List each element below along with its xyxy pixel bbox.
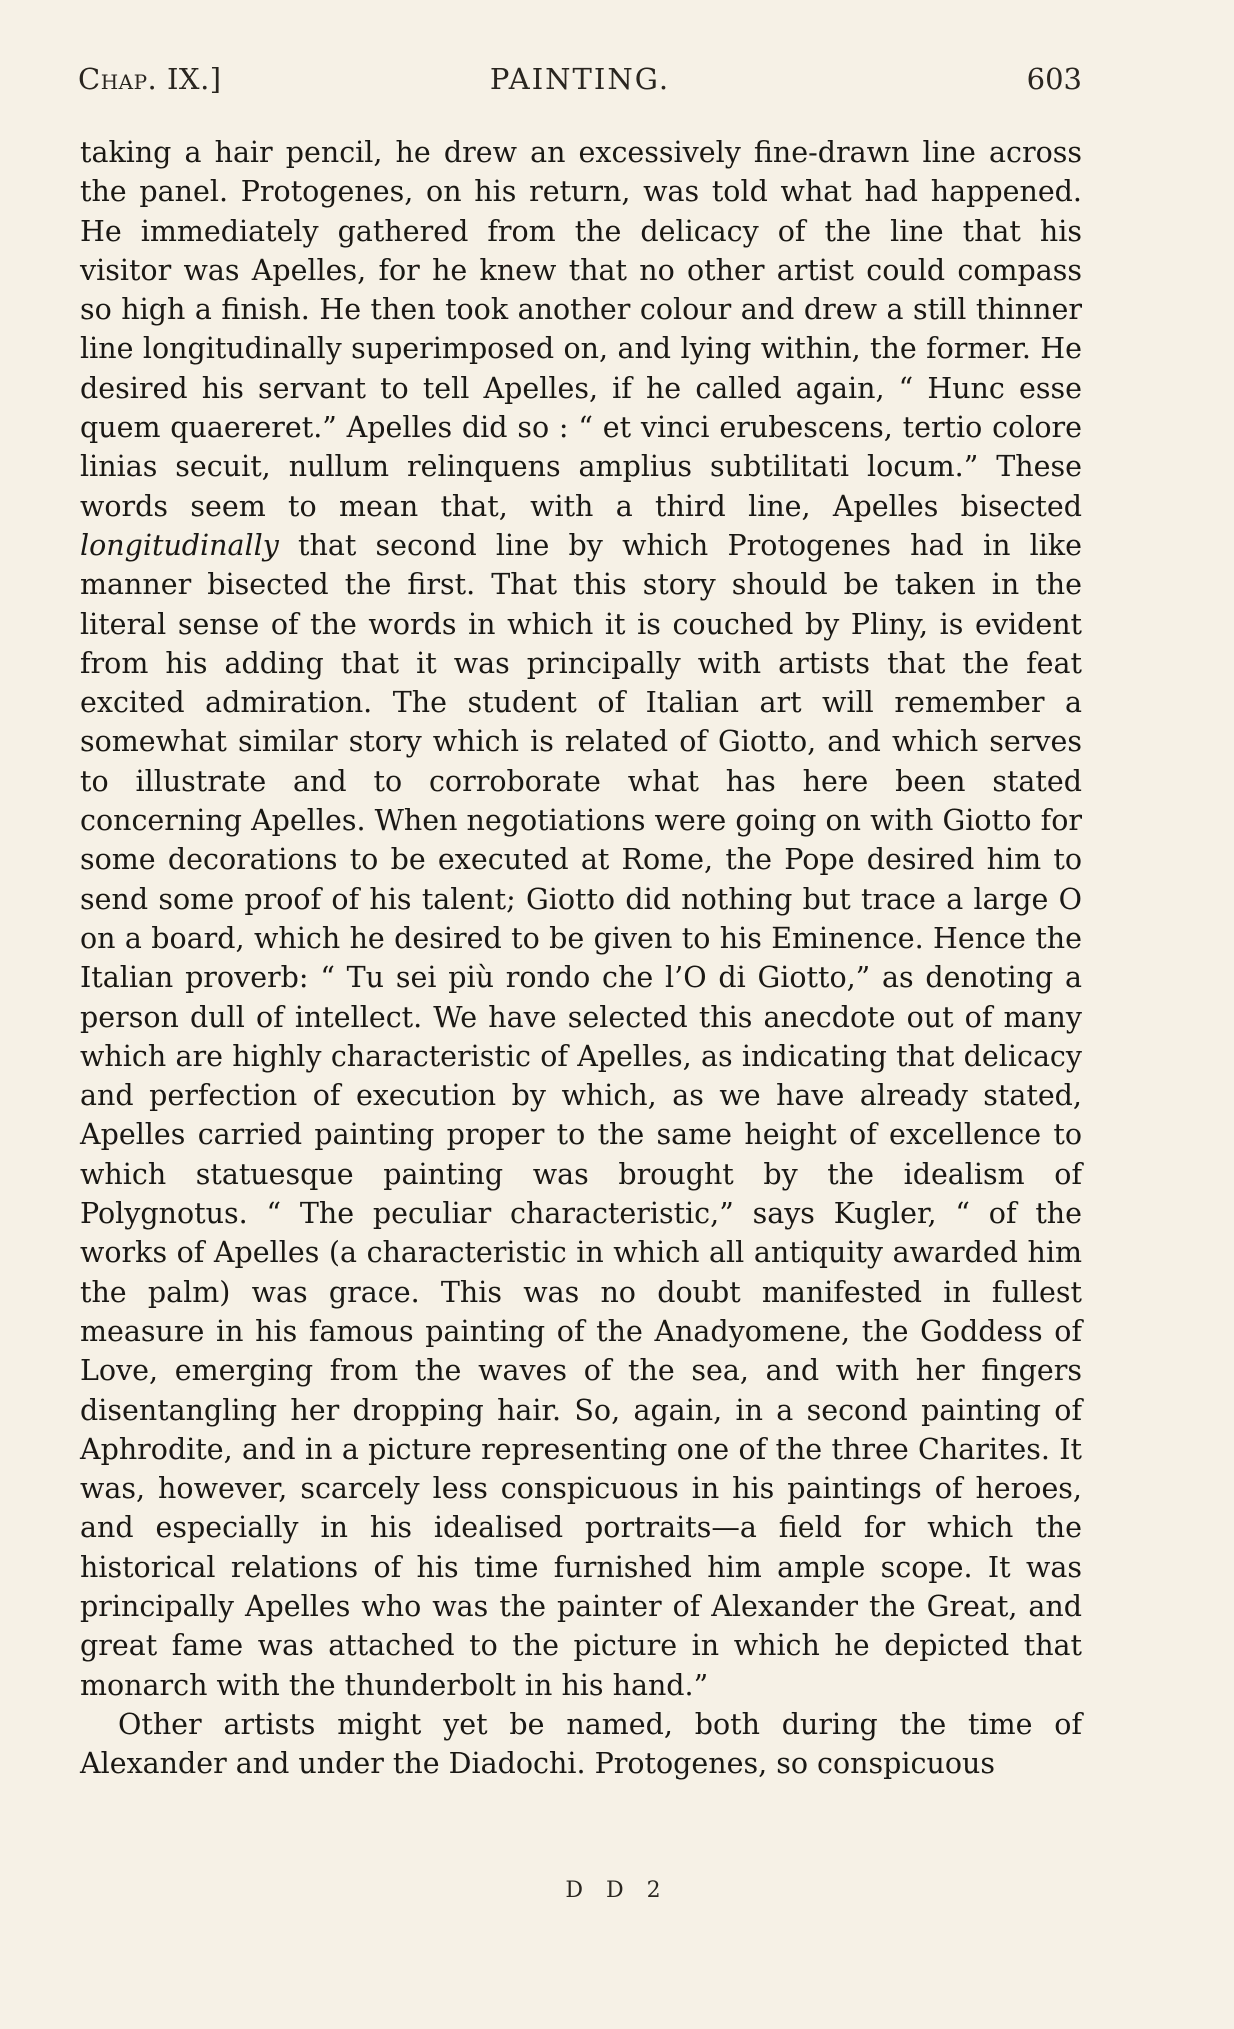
running-header <box>78 62 1082 108</box>
italic-word: longitudinally <box>80 528 279 562</box>
paragraph-1-part-b: that second line by which Protogenes had in like manner bisected the first. That this story should be taken in the literal sense of the words in which it is couched by Pliny, is evident from his adding that it was principally with artists that the feat excited admiration. The student of Italian art will remember a somewhat similar story which is related of Giotto, and which serves to illustrate and to corroborate what has here been stated concerning Apelles. When negotiations were going on with Giotto for some decorations to be executed at Rome, the Pope desired him to send some proof of his talent; Giotto did nothing but trace a large O on a board, which he desired to be given to his Eminence. Hence the Italian proverb: “ Tu sei più rondo che l’O di Giotto,” as denoting a person dull of intellect. We have selected this anecdote out of many which are highly characteristic of Apelles, as indicating that delicacy and perfection of execution by which, as we have already stated, Apelles carried painting proper to the same height of excellence to which statuesque painting was brought by the idealism of Polygnotus. “ The peculiar characteristic,” says Kugler, “ of the works of Apelles (a characteristic in which all antiquity awarded him the palm) was grace. This was no doubt manifested in fullest measure in his famous painting of the Anadyomene, the Goddess of Love, emerging from the waves of the sea, and with her fingers disentangling her dropping hair. So, again, in a second painting of Aphrodite, and in a picture representing one of the three Charites. It was, however, scarcely less conspicuous in his paintings of heroes, and especially in his idealised portraits—a field for which the historical relations of his time furnished him ample scope. It was principally Apelles who was the painter of Alexander the Great, and great fame was attached to the picture in which he depicted that monarch with the thunderbolt in his hand.” <box>80 528 1083 1702</box>
chapter-label: Chap. IX.] <box>78 62 222 96</box>
page-number: 603 <box>1026 62 1082 96</box>
paragraph-1 <box>80 133 1082 1705</box>
body-text <box>80 133 1082 1878</box>
signature-mark: D D 2 <box>565 1878 669 1903</box>
page-title: PAINTING. <box>489 62 671 96</box>
paragraph-1-part-a: taking a hair pencil, he drew an excessively fine-drawn line across the panel. Protogenes, on his return, was told what had happened. He immediately gathered from the delicacy of the line that his visitor was Apelles, for he knew that no other artist could compass so high a finish. He then took another colour and drew a still thinner line longitudinally superimposed on, and lying within, the former. He desired his servant to tell Apelles, if he called again, “ Hunc esse quem quaereret.” Apelles did so : “ et vinci erubescens, tertio colore linias secuit, nullum relinquens amplius subtilitati locum.” These words seem to mean that, with a third line, Apelles bisected <box>80 136 1082 523</box>
paragraph-2: Other artists might yet be named, both during the time of Alexander and under the Diadochi. Protogenes, so conspicuous <box>80 1707 1082 1781</box>
